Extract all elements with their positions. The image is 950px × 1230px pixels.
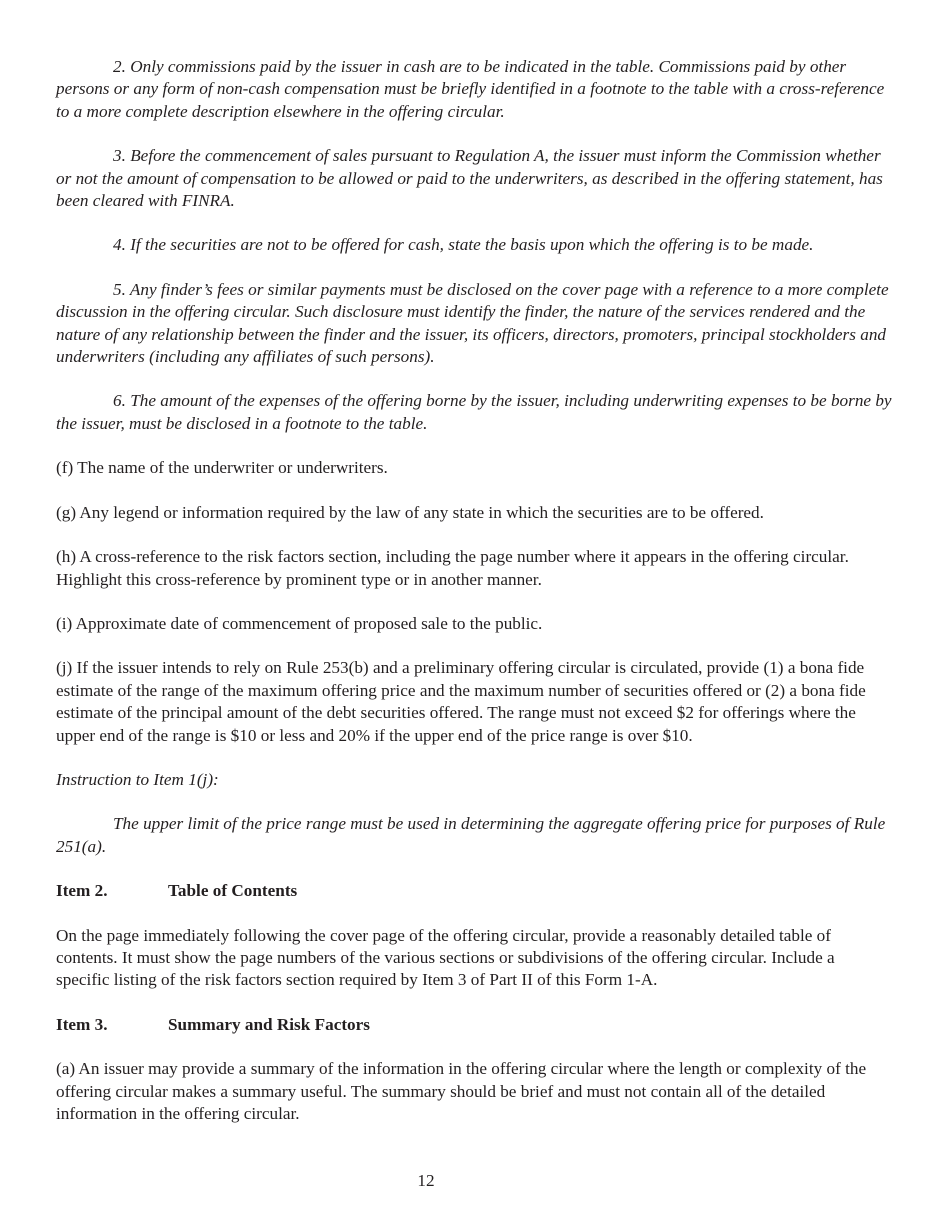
instruction-title: Instruction to Item 1(j):	[56, 769, 219, 789]
document-page	[56, 56, 892, 1147]
paragraph-h: (h) A cross-reference to the risk factors section, including the page number where it appears in the offering circular. Highlight this cross-reference by prominent type or in another manner.	[56, 547, 849, 589]
instruction-note-5: 5. Any finder’s fees or similar payments must be disclosed on the cover page with a reference to a more complete discussion in the offering circular. Such disclosure must identify the finder, the nature of the services rendered and the nature of any relationship between the finder and the issuer, its officers, directors, promoters, principal stockholders and underwriters (including any affiliates of such persons).	[56, 279, 889, 367]
instruction-body: The upper limit of the price range must be used in determining the aggregate offering price for purposes of Rule 251(a).	[56, 814, 886, 856]
paragraph-j: (j) If the issuer intends to rely on Rule 253(b) and a preliminary offering circular is circulated, provide (1) a bona fide estimate of the range of the maximum offering price and the maximum number of securities offered or (2) a bona fide estimate of the principal amount of the debt securities offered. The range must not exceed $2 for offerings where the upper end of the range is $10 or less and 20% if the upper end of the price range is over $10.	[56, 658, 866, 745]
item-3-number: Item 3.	[56, 1014, 108, 1034]
instruction-note-2: 2. Only commissions paid by the issuer in cash are to be indicated in the table. Commissions paid by other persons or any form of non-cash compensation must be briefly identified in a footnote to the table with a cross-reference to a more complete description elsewhere in the offering circular.	[56, 57, 885, 121]
item-3-body-a: (a) An issuer may provide a summary of the information in the offering circular where the length or complexity of the offering circular makes a summary useful. The summary should be brief and must not contain all of the detailed information in the offering circular.	[56, 1059, 867, 1123]
instruction-note-3: 3. Before the commencement of sales pursuant to Regulation A, the issuer must inform the Commission whether or not the amount of compensation to be allowed or paid to the underwriters, as described in the offering statement, has been cleared with FINRA.	[56, 146, 883, 211]
item-3-title: Summary and Risk Factors	[168, 1014, 370, 1034]
instruction-note-4: 4. If the securities are not to be offered for cash, state the basis upon which the offering is to be made.	[113, 235, 814, 255]
item-3-heading	[56, 1014, 892, 1036]
instruction-note-6: 6. The amount of the expenses of the offering borne by the issuer, including underwriting expenses to be borne by the issuer, must be disclosed in a footnote to the table.	[56, 391, 892, 433]
page-number: 12	[417, 1171, 435, 1190]
item-2-heading	[56, 880, 892, 902]
paragraph-g: (g) Any legend or information required by the law of any state in which the securities are to be offered.	[56, 502, 764, 522]
item-2-title: Table of Contents	[168, 881, 298, 901]
item-2-number: Item 2.	[56, 881, 108, 901]
item-2-body: On the page immediately following the cover page of the offering circular, provide a reasonably detailed table of contents. It must show the page numbers of the various sections or subdivisions of the offering circular. Include a specific listing of the risk factors section required by Item 3 of Part II of this Form 1-A.	[56, 925, 835, 990]
paragraph-i: (i) Approximate date of commencement of proposed sale to the public.	[56, 613, 543, 633]
paragraph-f: (f) The name of the underwriter or underwriters.	[56, 458, 388, 478]
